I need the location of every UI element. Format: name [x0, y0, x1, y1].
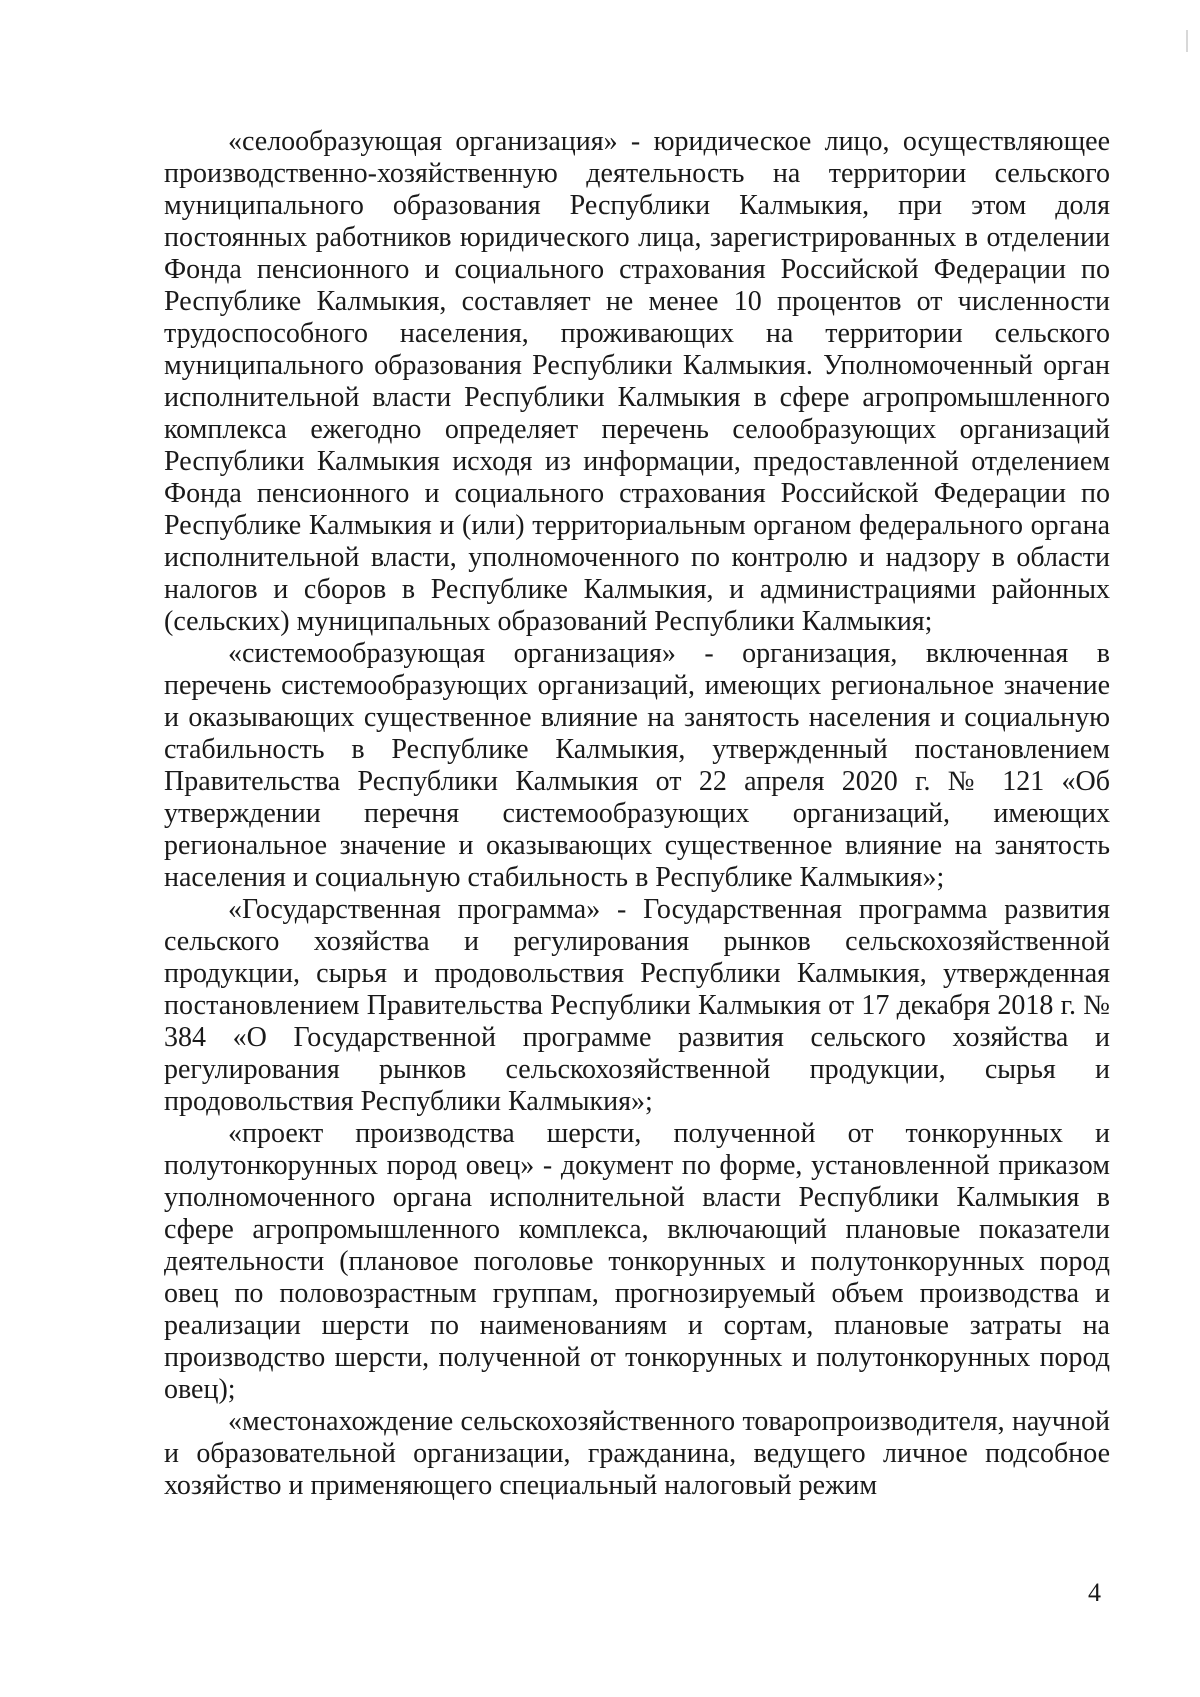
scan-artifact [1186, 30, 1188, 52]
document-body [164, 126, 1110, 1502]
paragraph-selo-organization: «селообразующая организация» - юридическое лицо, осуществляющее производственно-хозяйственную деятельность на территории сельского муниципального образования Республики Калмыкия, при этом доля постоянных работников юридического лица, зарегистрированных в отделении Фонда пенсионного и социального страхования Российской Федерации по Республике Калмыкия, составляет не менее 10 процентов от численности трудоспособного населения, проживающих на территории сельского муниципального образования Республики Калмыкия. Уполномоченный орган исполнительной власти Республики Калмыкия в сфере агропромышленного комплекса ежегодно определяет перечень селообразующих организаций Республики Калмыкия исходя из информации, предоставленной отделением Фонда пенсионного и социального страхования Российской Федерации по Республике Калмыкия и (или) территориальным органом федерального органа исполнительной власти, уполномоченного по контролю и надзору в области налогов и сборов в Республике Калмыкия, и администрациями районных (сельских) муниципальных образований Республики Калмыкия; [164, 126, 1110, 637]
paragraph-location: «местонахождение сельскохозяйственного товаропроизводителя, научной и образовательной организации, гражданина, ведущего личное подсобное хозяйство и применяющего специальный налоговый режим [164, 1406, 1110, 1501]
paragraph-wool-project: «проект производства шерсти, полученной от тонкорунных и полутонкорунных пород овец» - документ по форме, установленной приказом уполномоченного органа исполнительной власти Республики Калмыкия в сфере агропромышленного комплекса, включающий плановые показатели деятельности (плановое поголовье тонкорунных и полутонкорунных пород овец по половозрастным группам, прогнозируемый объем производства и реализации шерсти по наименованиям и сортам, плановые затраты на производство шерсти, полученной от тонкорунных и полутонкорунных пород овец); [164, 1118, 1110, 1405]
paragraph-state-program: «Государственная программа» - Государственная программа развития сельского хозяйства и регулирования рынков сельскохозяйственной продукции, сырья и продовольствия Республики Калмыкия, утвержденная постановлением Правительства Республики Калмыкия от 17 декабря 2018 г. № 384 «О Государственной программе развития сельского хозяйства и регулирования рынков сельскохозяйственной продукции, сырья и продовольствия Республики Калмыкия»; [164, 894, 1110, 1117]
page-number: 4 [1088, 1578, 1101, 1607]
paragraph-system-organization: «системообразующая организация» - организация, включенная в перечень системообразующих организаций, имеющих региональное значение и оказывающих существенное влияние на занятость населения и социальную стабильность в Республике Калмыкия, утвержденный постановлением Правительства Республики Калмыкия от 22 апреля 2020 г. № 121 «Об утверждении перечня системообразующих организаций, имеющих региональное значение и оказывающих существенное влияние на занятость населения и социальную стабильность в Республике Калмыкия»; [164, 638, 1110, 893]
